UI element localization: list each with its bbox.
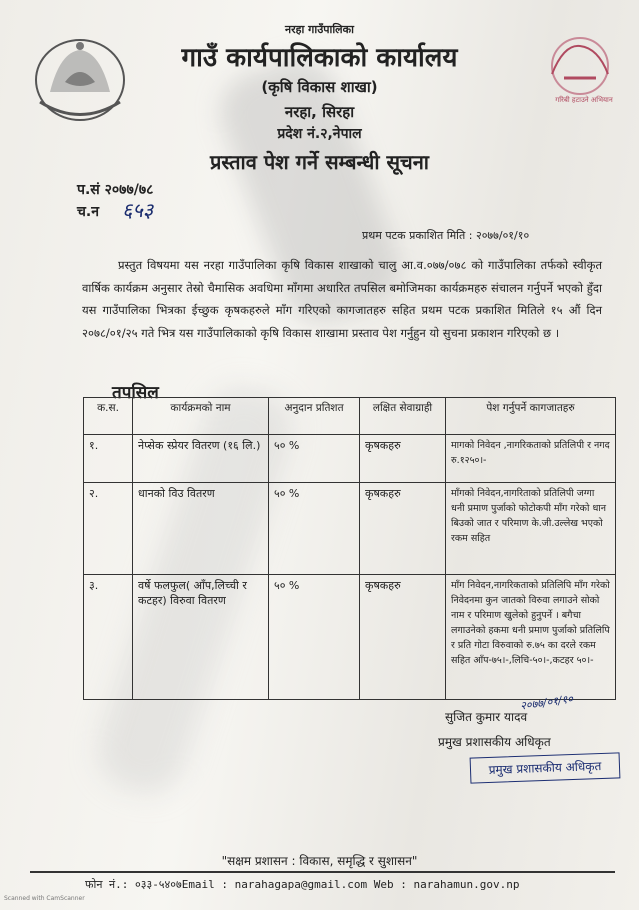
cell-documents: माँग निवेदन,नागरिकताको प्रतिलिपि माँग गरेको निवेदनमा कुन जातको विरुवा लगाउने सोको नाम र परिमाण खुलेको हुनुपर्ने । बगैचा लगाउनेको हकमा धनी प्रमाण पुर्जाको प्रतिलिपि र प्रति गोटा विरुवाको रु.७५ का दरले रकम सहित आँप-७५।-,लिचि-५०।-,कटहर ५०।-: [446, 575, 616, 700]
cell-target: कृषकहरु: [360, 483, 446, 575]
col-header: पेश गर्नुपर्ने कागजातहरु: [446, 398, 616, 435]
col-header: लक्षित सेवाग्राही: [360, 398, 446, 435]
cell-target: कृषकहरु: [360, 435, 446, 483]
reference-number: प.सं २०७७/७८: [77, 182, 154, 198]
publish-date: प्रथम पटक प्रकाशित मिति : २०७७/०१/१०: [362, 229, 530, 242]
cell-subsidy: ५० %: [269, 483, 360, 575]
cell-program: धानको विउ वितरण: [133, 483, 269, 575]
motto: "सक्षम प्रशासन : विकास, समृद्धि र सुशासन": [221, 854, 418, 868]
cell-target: कृषकहरु: [360, 575, 446, 700]
signature-date-handwritten: २०७७/०१/१०: [519, 692, 574, 713]
notice-body-text: प्रस्तुत विषयमा यस नरहा गाउँपालिका कृषि विकास शाखाको चालु आ.व.०७७/०७८ को गाउँपालिका तर्फको स्वीकृत वार्षिक कार्यक्रम अनुसार तेस्रो चैमासिक अवधिमा माँगमा अधारित तपसिल बमोजिमका कार्यक्रमहरु संचालन गर्नुपर्ने भएको हुँदा यस गाउँपालिका भित्रका ईच्छुक कृषकहरुले माँग गरिएको कागजातहरु सहित प्रथम पटक प्रकाशित मितिले १५ औं दिन २०७८/०१/२५ गते भित्र यस गाउँपालिकाको कृषि विकास शाखामा प्रस्ताव पेश गर्नुहुन यो सुचना प्रकाशन गरिएको छ ।: [82, 258, 602, 340]
scanner-watermark: Scanned with CamScanner: [4, 895, 85, 902]
col-header: अनुदान प्रतिशत: [269, 398, 360, 435]
table-row: [84, 575, 616, 700]
table-header-row: [84, 398, 616, 435]
cell-program: नेप्सेक स्प्रेयर वितरण (१६ लि.): [133, 435, 269, 483]
signatory-name: सुजित कुमार यादव: [445, 710, 528, 724]
footer-divider: [30, 871, 615, 873]
province: प्रदेश नं.२,नेपाल: [277, 126, 362, 142]
table-row: [84, 435, 616, 483]
cell-program: वर्षे फलफुल( आँप,लिच्ची र कटहर) विरुवा वितरण: [133, 575, 269, 700]
table-row: [84, 483, 616, 575]
notice-body: [82, 254, 602, 344]
dispatch-number-handwritten: ६५३: [122, 198, 154, 222]
municipality-name: नरहा गाउँपालिका: [285, 23, 354, 36]
office-location: नरहा, सिरहा: [284, 103, 355, 121]
cell-sn: ३.: [84, 575, 133, 700]
col-header: क.स.: [84, 398, 133, 435]
campaign-logo-text: गरिबी हटाउने अभियान: [555, 96, 613, 104]
cell-subsidy: ५० %: [269, 435, 360, 483]
table-heading: तपसिल: [112, 383, 159, 403]
cell-documents: मागको निवेदन ,नागरिकताको प्रतिलिपी र नगद रु.१२५०।-: [446, 435, 616, 483]
dispatch-label: च.न: [77, 204, 99, 220]
office-title: गाउँ कार्यपालिकाको कार्यालय: [181, 43, 458, 73]
signatory-title: प्रमुख प्रशासकीय अधिकृत: [438, 735, 551, 749]
notice-title: प्रस्ताव पेश गर्ने सम्बन्धी सूचना: [210, 150, 429, 174]
contact-line: फोन नं.: ०३३-५४०७Email : narahagapa@gmail.com Web : narahamun.gov.np: [85, 878, 520, 891]
col-header: कार्यक्रमको नाम: [133, 398, 269, 435]
cell-sn: १.: [84, 435, 133, 483]
branch-name: (कृषि विकास शाखा): [261, 78, 378, 96]
cell-documents: माँगको निवेदन,नागरिताको प्रतिलिपी जग्गा धनी प्रमाण पुर्जाको फोटोकपी माँग गरेको धान बिउको जात र परिमाण के.जी.उल्लेख भएको रकम सहित: [446, 483, 616, 575]
cell-sn: २.: [84, 483, 133, 575]
official-stamp: प्रमुख प्रशासकीय अधिकृत: [470, 752, 621, 783]
program-table: [83, 397, 616, 700]
cell-subsidy: ५० %: [269, 575, 360, 700]
